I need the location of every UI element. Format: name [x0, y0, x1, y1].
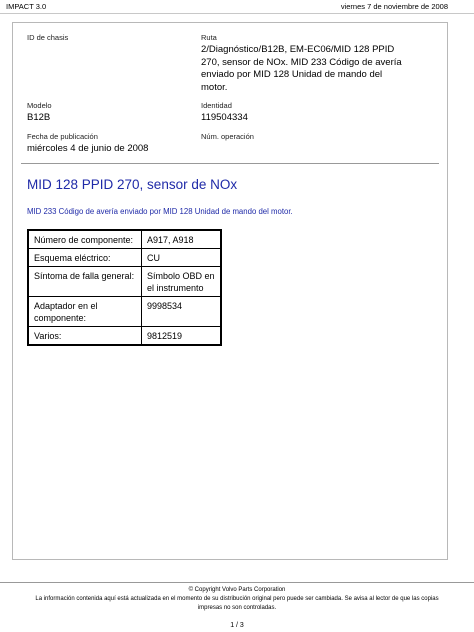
document-title: MID 128 PPID 270, sensor de NOx [27, 177, 238, 192]
row-key: Síntoma de falla general: [28, 267, 142, 297]
header-divider [21, 163, 439, 164]
spec-table [27, 229, 222, 346]
row-value: Símbolo OBD en el instrumento [142, 267, 222, 297]
app-name: IMPACT 3.0 [6, 2, 47, 11]
row-key: Número de componente: [28, 230, 142, 249]
identity-value: 119504334 [201, 112, 248, 123]
page-footer [0, 582, 474, 613]
copyright-notice: © Copyright Volvo Parts Corporation [188, 587, 286, 593]
table-row [28, 230, 221, 249]
row-key: Esquema eléctrico: [28, 249, 142, 267]
route-label: Ruta [201, 33, 217, 42]
table-row [28, 327, 221, 346]
print-header [0, 0, 474, 14]
table-row [28, 297, 221, 327]
print-date: viernes 7 de noviembre de 2008 [340, 2, 448, 11]
model-label: Modelo [27, 101, 52, 110]
operation-label: Núm. operación [201, 132, 254, 141]
model-value: B12B [27, 112, 51, 123]
chassis-label: ID de chasis [27, 33, 69, 42]
row-value: A917, A918 [142, 230, 222, 249]
route-value: 2/Diagnóstico/B12B, EM-EC06/MID 128 PPID 270, sensor de NOx. MID 233 Código de avería enviado por MID 128 Unidad de mando del motor. [201, 44, 402, 93]
document-card [12, 22, 448, 560]
table-row [28, 267, 221, 297]
row-key: Varios: [28, 327, 142, 346]
pubdate-label: Fecha de publicación [27, 132, 98, 141]
table-row [28, 249, 221, 267]
pubdate-value: miércoles 4 de junio de 2008 [27, 143, 149, 154]
row-key: Adaptador en el componente: [28, 297, 142, 327]
row-value: 9998534 [142, 297, 222, 327]
identity-label: Identidad [201, 101, 232, 110]
row-value: CU [142, 249, 222, 267]
row-value: 9812519 [142, 327, 222, 346]
disclaimer-notice: La información contenida aquí está actualizada en el momento de su distribución original pero puede ser cambiada. Se avisa al lector de que las copias impresas no son controladas. [35, 596, 439, 611]
page-number: 1 / 3 [230, 622, 244, 629]
document-subtitle: MID 233 Código de avería enviado por MID 128 Unidad de mando del motor. [27, 207, 293, 216]
